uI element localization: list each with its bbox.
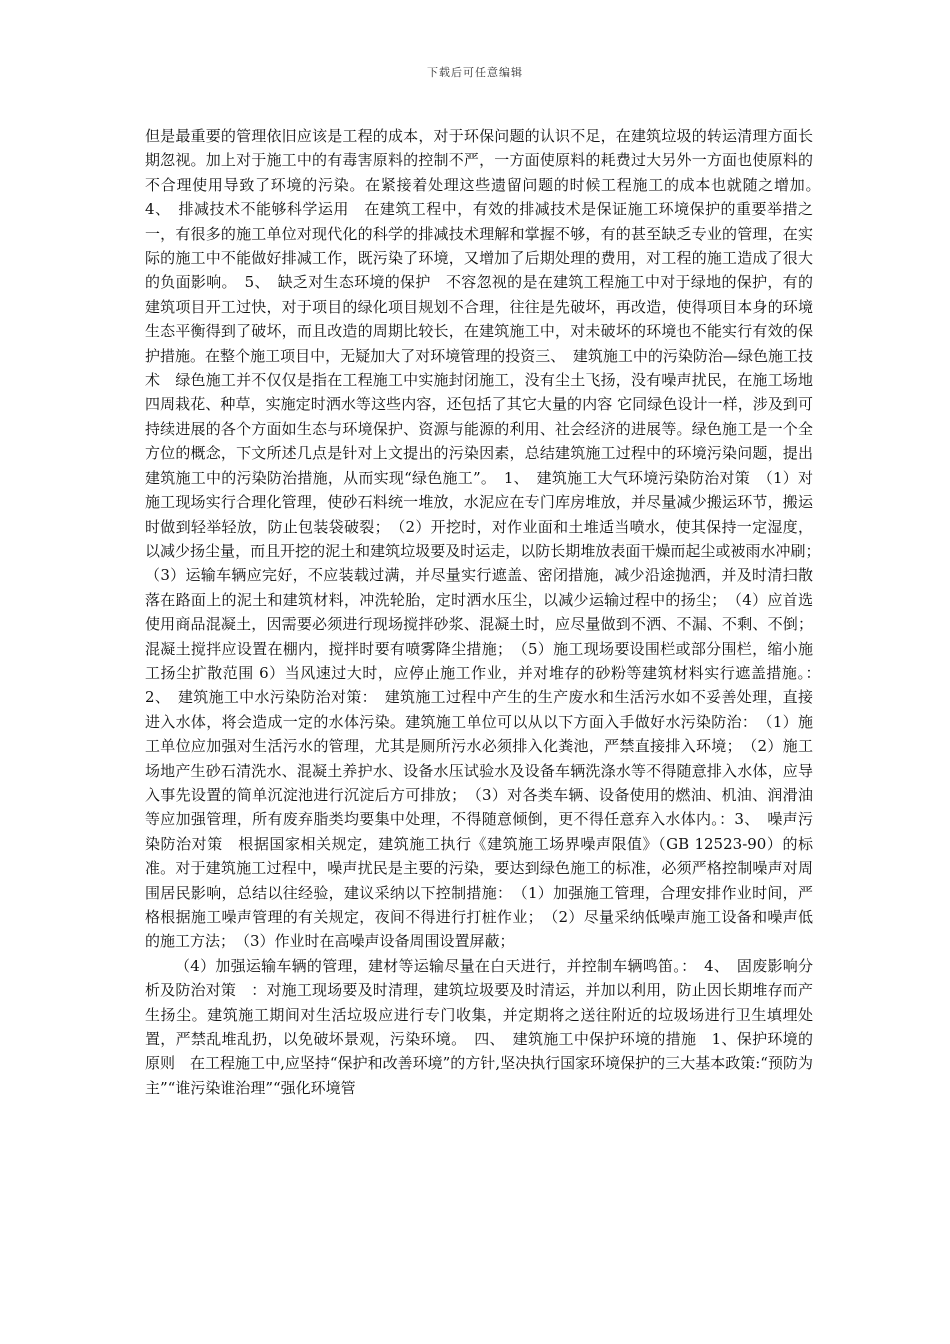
paragraph: （4）加强运输车辆的管理，建材等运输尽量在白天进行，并控制车辆鸣笛。： 4、 固废影响分析及防治对策 ：对施工现场要及时清理，建筑垃圾要及时清运，并加以利用，防止因长期堆存而产生扬尘。建筑施工期间对生活垃圾应进行专门收集，并定期将之送往附近的垃圾场进行卫生填埋处置，严禁乱堆乱扔，以免破坏景观，污染环境。 四、 建筑施工中保护环境的措施 1、保护环境的原则 在工程施工中,应坚持“保护和改善环境”的方针,坚决执行国家环境保护的三大基本政策:“预防为主”“谁污染谁治理”“强化环境管 (145, 956, 813, 1097)
page-header: 下载后可任意编辑 (427, 66, 523, 79)
document-body (145, 124, 829, 1100)
paragraph: 但是最重要的管理依旧应该是工程的成本，对于环保问题的认识不足，在建筑垃圾的转运清理方面长期忽视。加上对于施工中的有毒害原料的控制不严，一方面使原料的耗费过大另外一方面也使原料的不合理使用导致了环境的污染。在紧接着处理这些遗留问题的时候工程施工的成本也就随之增加。 4、 排减技术不能够科学运用 在建筑工程中，有效的排减技术是保证施工环境保护的重要举措之一，有很多的施工单位对现代化的科学的排减技术理解和掌握不够，有的甚至缺乏专业的管理，在实际的施工中不能做好排减工作，既污染了环境，又增加了后期处理的费用，对工程的施工造成了很大的负面影响。 5、 缺乏对生态环境的保护 不容忽视的是在建筑工程施工中对于绿地的保护，有的建筑项目开工过快，对于项目的绿化项目规划不合理，往往是先破坏，再改造，使得项目本身的环境生态平衡得到了破坏，而且改造的周期比较长，在建筑施工中，对未破坏的环境也不能实行有效的保护措施。在整个施工项目中，无疑加大了对环境管理的投资三、 建筑施工中的污染防治—绿色施工技术 绿色施工并不仅仅是指在工程施工中实施封闭施工，没有尘土飞扬，没有噪声扰民，在施工场地四周栽花、种草，实施定时洒水等这些内容，还包括了其它大量的内容 它同绿色设计一样，涉及到可持续进展的各个方面如生态与环境保护、资源与能源的利用、社会经济的进展等。绿色施工是一个全方位的概念，下文所述几点是针对上文提出的污染因素，总结建筑施工过程中的环境污染问题，提出建筑施工中的污染防治措施，从而实现“绿色施工”。 1、 建筑施工大气环境污染防治对策 （1）对施工现场实行合理化管理，使砂石料统一堆放，水泥应在专门库房堆放，并尽量减少搬运环节，搬运时做到轻举轻放，防止包装袋破裂； （2）开挖时，对作业面和土堆适当喷水，使其保持一定湿度，以减少扬尘量，而且开挖的泥土和建筑垃圾要及时运走，以防长期堆放表面干燥而起尘或被雨水冲刷； （3）运输车辆应完好，不应装载过满，并尽量实行遮盖、密闭措施，减少沿途抛洒，并及时清扫散落在路面上的泥土和建筑材料，冲洗轮胎，定时洒水压尘，以减少运输过程中的扬尘； （4）应首选使用商品混凝土，因需要必须进行现场搅拌砂浆、混凝土时，应尽量做到不洒、不漏、不剩、不倒；混凝土搅拌应设置在棚内，搅拌时要有喷雾降尘措施； （5）施工现场要设围栏或部分围栏，缩小施工扬尘扩散范围 6）当风速过大时，应停止施工作业，并对堆存的砂粉等建筑材料实行遮盖措施。： 2、 建筑施工中水污染防治对策： 建筑施工过程中产生的生产废水和生活污水如不妥善处理，直接进入水体，将会造成一定的水体污染。建筑施工单位可以从以下方面入手做好水污染防治： （1）施工单位应加强对生活污水的管理，尤其是厕所污水必须排入化粪池，严禁直接排入环境； （2）施工场地产生砂石清洗水、混凝土养护水、设备水压试验水及设备车辆洗涤水等不得随意排入水体，应导入事先设置的简单沉淀池进行沉淀后方可排放； （3）对各类车辆、设备使用的燃油、机油、润滑油等应加强管理，所有废弃脂类均要集中处理，不得随意倾倒，更不得任意弃入水体内。：3、 噪声污染防治对策 根据国家相关规定，建筑施工执行《建筑施工场界噪声限值》（GB 12523-90）的标准。对于建筑施工过程中，噪声扰民是主要的污染，要达到绿色施工的标准，必须严格控制噪声对周围居民影响，总结以往经验，建议采纳以下控制措施： （1）加强施工管理，合理安排作业时间，严格根据施工噪声管理的有关规定，夜间不得进行打桩作业； （2）尽量采纳低噪声施工设备和噪声低的施工方法； （3）作业时在高噪声设备周围设置屏蔽； (145, 127, 829, 951)
